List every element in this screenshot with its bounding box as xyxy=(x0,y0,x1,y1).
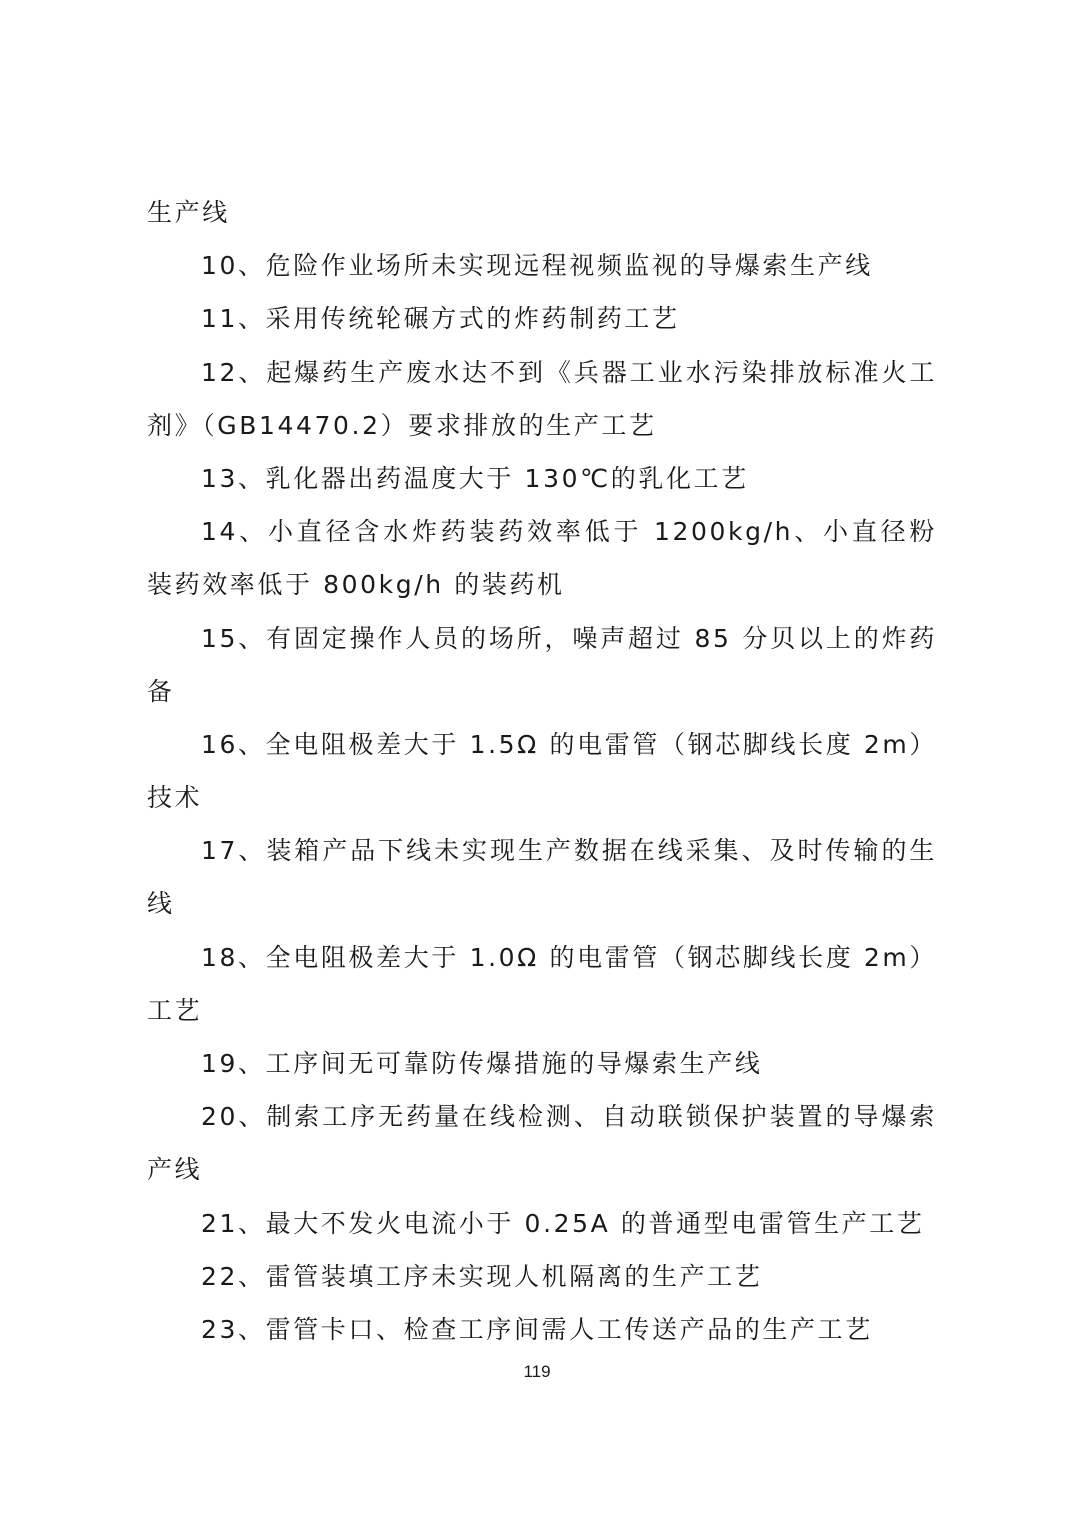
list-item-20: 20、制索工序无药量在线检测、自动联锁保护装置的导爆索 xyxy=(201,1102,937,1132)
list-item-14: 14、小直径含水炸药装药效率低于 1200kg/h、小直径粉 xyxy=(201,517,937,547)
list-item-15: 15、有固定操作人员的场所，噪声超过 85 分贝以上的炸药 xyxy=(201,623,937,653)
list-item-10: 10、危险作业场所未实现远程视频监视的导爆索生产线 xyxy=(201,251,873,281)
list-item-13: 13、乳化器出药温度大于 130℃的乳化工艺 xyxy=(201,463,749,493)
document-body xyxy=(147,186,937,1356)
list-item-12-continued: 剂》（GB14470.2）要求排放的生产工艺 xyxy=(147,410,657,440)
page-number: 119 xyxy=(523,1362,551,1381)
list-item-19: 19、工序间无可靠防传爆措施的导爆索生产线 xyxy=(201,1049,763,1078)
text-line: 生产线 xyxy=(147,198,230,227)
list-item-15-continued: 备 xyxy=(147,676,175,706)
list-item-14-continued: 装药效率低于 800kg/h 的装药机 xyxy=(147,570,565,600)
list-item-20-continued: 产线 xyxy=(147,1155,203,1185)
list-item-11: 11、采用传统轮碾方式的炸药制药工艺 xyxy=(201,304,680,334)
list-item-16: 16、全电阻极差大于 1.5Ω 的电雷管（钢芯脚线长度 2m） xyxy=(201,729,937,759)
list-item-16-continued: 技术 xyxy=(147,783,203,813)
list-item-18: 18、全电阻极差大于 1.0Ω 的电雷管（钢芯脚线长度 2m） xyxy=(201,942,937,972)
list-item-23: 23、雷管卡口、检查工序间需人工传送产品的生产工艺 xyxy=(201,1314,873,1344)
list-item-18-continued: 工艺 xyxy=(147,995,203,1025)
list-item-22: 22、雷管装填工序未实现人机隔离的生产工艺 xyxy=(201,1261,763,1291)
list-item-12: 12、起爆药生产废水达不到《兵器工业水污染排放标准火工 xyxy=(201,357,937,387)
list-item-21: 21、最大不发火电流小于 0.25A 的普通型电雷管生产工艺 xyxy=(201,1208,925,1238)
list-item-17-continued: 线 xyxy=(147,889,175,919)
list-item-17: 17、装箱产品下线未实现生产数据在线采集、及时传输的生 xyxy=(201,836,937,866)
